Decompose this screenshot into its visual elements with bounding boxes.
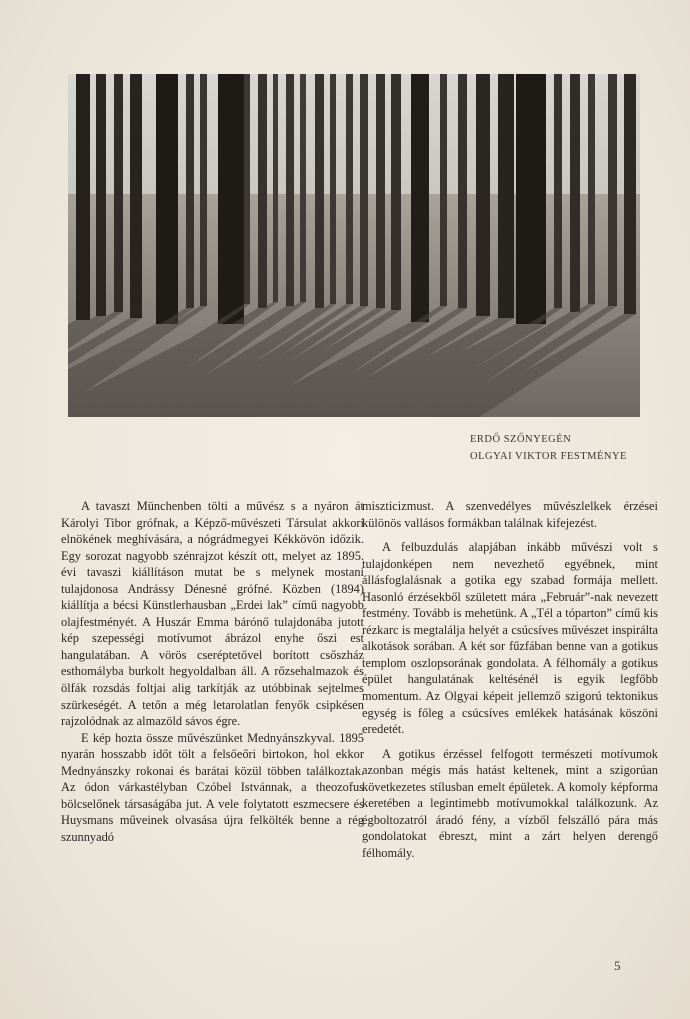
paragraph: A tavaszt Münchenben tölti a művész s a nyáron át Károlyi Tibor grófnak, a Képző-művészeti Társulat akkori elnökének meghívására, a nógrádmegyei Kékkövön időzik. Egy sorozat nagyobb szénrajzot készít ott, melyet az 1895. évi tavaszi kiállításon mutat be s melynek mostani tulajdonosa Andrássy Dénesné grófné. Közben (1894) kiállítja a bécsi Künstlerhausban „Erdei lak” című nagyobb olajfestményét. A Huszár Emma bárónő tulajdonába jutott kép szepességi motívumot ábrázol enyhe őszi est hangulatában. A vörös cseréptetővel borított csőszház esthomályba burkolt hegyoldalban áll. A rőzsehalmazok és ölfák rozsdás foltjai alig tarkítják az utóbbinak sejtelmes szürkeségét. A tetőn a még letarolatlan fenyők csipkésen rajzolódnak az almazöld sávos égre. <box>61 499 364 729</box>
tree-trunk <box>608 74 617 306</box>
paragraph: E kép hozta össze művészünket Mednyánszkyval. 1895 nyarán hosszabb időt tölt a felsőeőri birtokon, hol ekkor Mednyánszky rokonai és barátai közül többen találkoztak. Az ódon várkastélyban Czóbel Istvánnak, a theozofus bölcselőnek társaságába jut. A vele folytatott eszmecsere és Huysmans műveinek olvasása újra felkölték benne a rég szunnyadó <box>61 730 364 844</box>
paragraph: A felbuzdulás alapjában inkább művészi volt s tulajdonképen nem nevezhető egyébnek, mint állásfoglalásnak a gotika egy szabad formája mellett. Hasonló érzésekből született mára „Február”-nak nevezett festmény. Tovább is mehetünk. A „Tél a tóparton” című kis rézkarc is megtalálja helyét a csúcsíves művészet inspirálta alkotások sorában. A két sor fűzfában benne van a gotikus templom oszlopsorának gondolata. A félhomály a gotikus épület hangulatának keltésénél is egyik legfőbb momentum. Az Olgyai képeit jellemző szigorú tektonikus egység is főleg a csúcsíves emlékek hatásának köszöni eredetét. <box>362 540 658 737</box>
tree-trunk <box>476 74 490 316</box>
tree-trunk <box>516 74 546 324</box>
tree-trunk <box>440 74 447 306</box>
tree-trunk <box>411 74 429 322</box>
tree-trunk <box>315 74 324 308</box>
tree-trunk <box>360 74 368 306</box>
paragraph: A gotikus érzéssel felfogott természeti motívumok azonban mégis más hatást keltenek, mint a szigorúan következetes stílusban emelt épületek. A komoly képforma keretében a legintimebb motívumokkal találkozunk. Az égboltozatról áradó fény, a vízből felszálló pára más gondolatokat ébreszt, mint a zárt helyen derengő félhomály. <box>362 746 658 860</box>
tree-trunk <box>376 74 385 308</box>
tree-trunk <box>156 74 178 324</box>
tree-trunk <box>200 74 207 306</box>
tree-trunk <box>300 74 306 302</box>
tree-trunk <box>114 74 123 312</box>
tree-trunk <box>554 74 562 308</box>
tree-trunk <box>258 74 267 308</box>
tree-trunk <box>346 74 353 304</box>
tree-trunk <box>624 74 636 314</box>
tree-trunk <box>570 74 580 312</box>
caption-title: ERDŐ SZŐNYEGÉN <box>470 434 572 445</box>
right-column <box>362 498 658 861</box>
left-column <box>61 498 364 845</box>
tree-trunk <box>588 74 595 304</box>
tree-trunk <box>244 74 250 304</box>
tree-trunk <box>218 74 244 324</box>
tree-trunk <box>130 74 142 318</box>
tree-trunk <box>273 74 278 302</box>
caption-artist: OLGYAI VIKTOR FESTMÉNYE <box>470 451 627 462</box>
tree-trunk <box>286 74 294 306</box>
tree-trunk <box>498 74 514 318</box>
tree-trunk <box>330 74 336 304</box>
tree-trunk <box>391 74 401 310</box>
tree-trunk <box>186 74 194 308</box>
tree-trunk <box>458 74 467 308</box>
forest-photo <box>68 74 640 417</box>
forest-image-icon <box>68 74 640 417</box>
page-number: 5 <box>614 958 621 973</box>
paragraph: miszticizmust. A szenvedélyes művészlelkek érzései különös vallásos formákban találnak kifejezést. <box>362 499 658 530</box>
photo-caption <box>470 431 660 465</box>
tree-trunk <box>76 74 90 320</box>
tree-trunk <box>96 74 106 316</box>
